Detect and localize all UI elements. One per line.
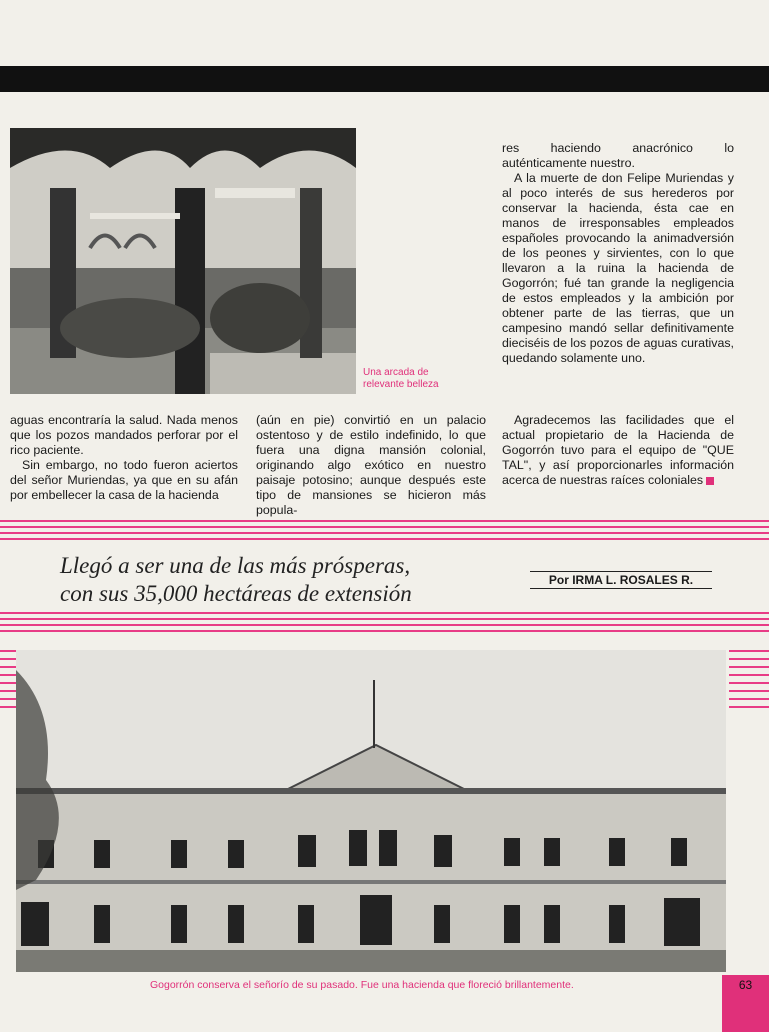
- pink-stripes-top: [0, 520, 769, 545]
- arcade-caption-line2: relevante belleza: [363, 379, 439, 390]
- col3-paragraph-1: Agradecemos las facilidades que el actual propietario de la Hacienda de Gogorrón tuvo para el equipo de "QUE TAL", y así proporcionarles información acerca de nuestras raíces coloniales: [502, 413, 734, 487]
- hacienda-photo: [16, 650, 726, 972]
- right-column: [502, 141, 734, 366]
- column-3: [502, 413, 734, 488]
- right-paragraph-1: res haciendo anacrónico lo auténticamente nuestro.: [502, 141, 734, 170]
- column-1: [10, 413, 238, 503]
- arcade-caption-line1: Una arcada de: [363, 367, 429, 378]
- headline-line2: con sus 35,000 hectáreas de extensión: [60, 581, 412, 606]
- col2-paragraph-1: (aún en pie) convirtió en un palacio ostentoso y de estilo indefinido, lo que fuera una digna mansión colonial, originando algo exótico en nuestro paisaje potosino; aunque después este tipo de mansiones se hicieron más popula-: [256, 413, 486, 517]
- column-2: [256, 413, 486, 518]
- end-mark-icon: [706, 477, 714, 485]
- page-number: 63: [722, 975, 769, 1032]
- byline: Por IRMA L. ROSALES R.: [530, 571, 712, 589]
- col1-paragraph-1: aguas encontraría la salud. Nada menos que los pozos mandados perforar por el rico paciente.: [10, 413, 238, 457]
- top-black-bar: [0, 66, 769, 92]
- headline-line1: Llegó a ser una de las más prósperas,: [60, 553, 411, 578]
- pink-stripes-right: [729, 650, 769, 714]
- headline: [60, 552, 412, 608]
- right-paragraph-2: A la muerte de don Felipe Muriendas y al poco interés de sus herederos por conservar la hacienda, ésta cae en manos de irresponsables empleados españoles provocando la animadversión de los peones y sirvientes, con lo que llevaron a la ruina la hacienda de Gogorrón; fué tan grande la negligencia de estos empleados y la ambición por obtener parte de las tierras, que un campesino mandó sellar definitivamente dieciséis de los pozos de aguas curativas, quedando solamente uno.: [502, 171, 734, 365]
- hacienda-caption: Gogorrón conserva el señorío de su pasado. Fue una hacienda que floreció brillantemente.: [150, 979, 574, 991]
- pink-stripes-mid: [0, 612, 769, 637]
- arcade-photo: [10, 128, 356, 394]
- col1-paragraph-2: Sin embargo, no todo fueron aciertos del señor Muriendas, ya que en su afán por embellecer la casa de la hacienda: [10, 458, 238, 502]
